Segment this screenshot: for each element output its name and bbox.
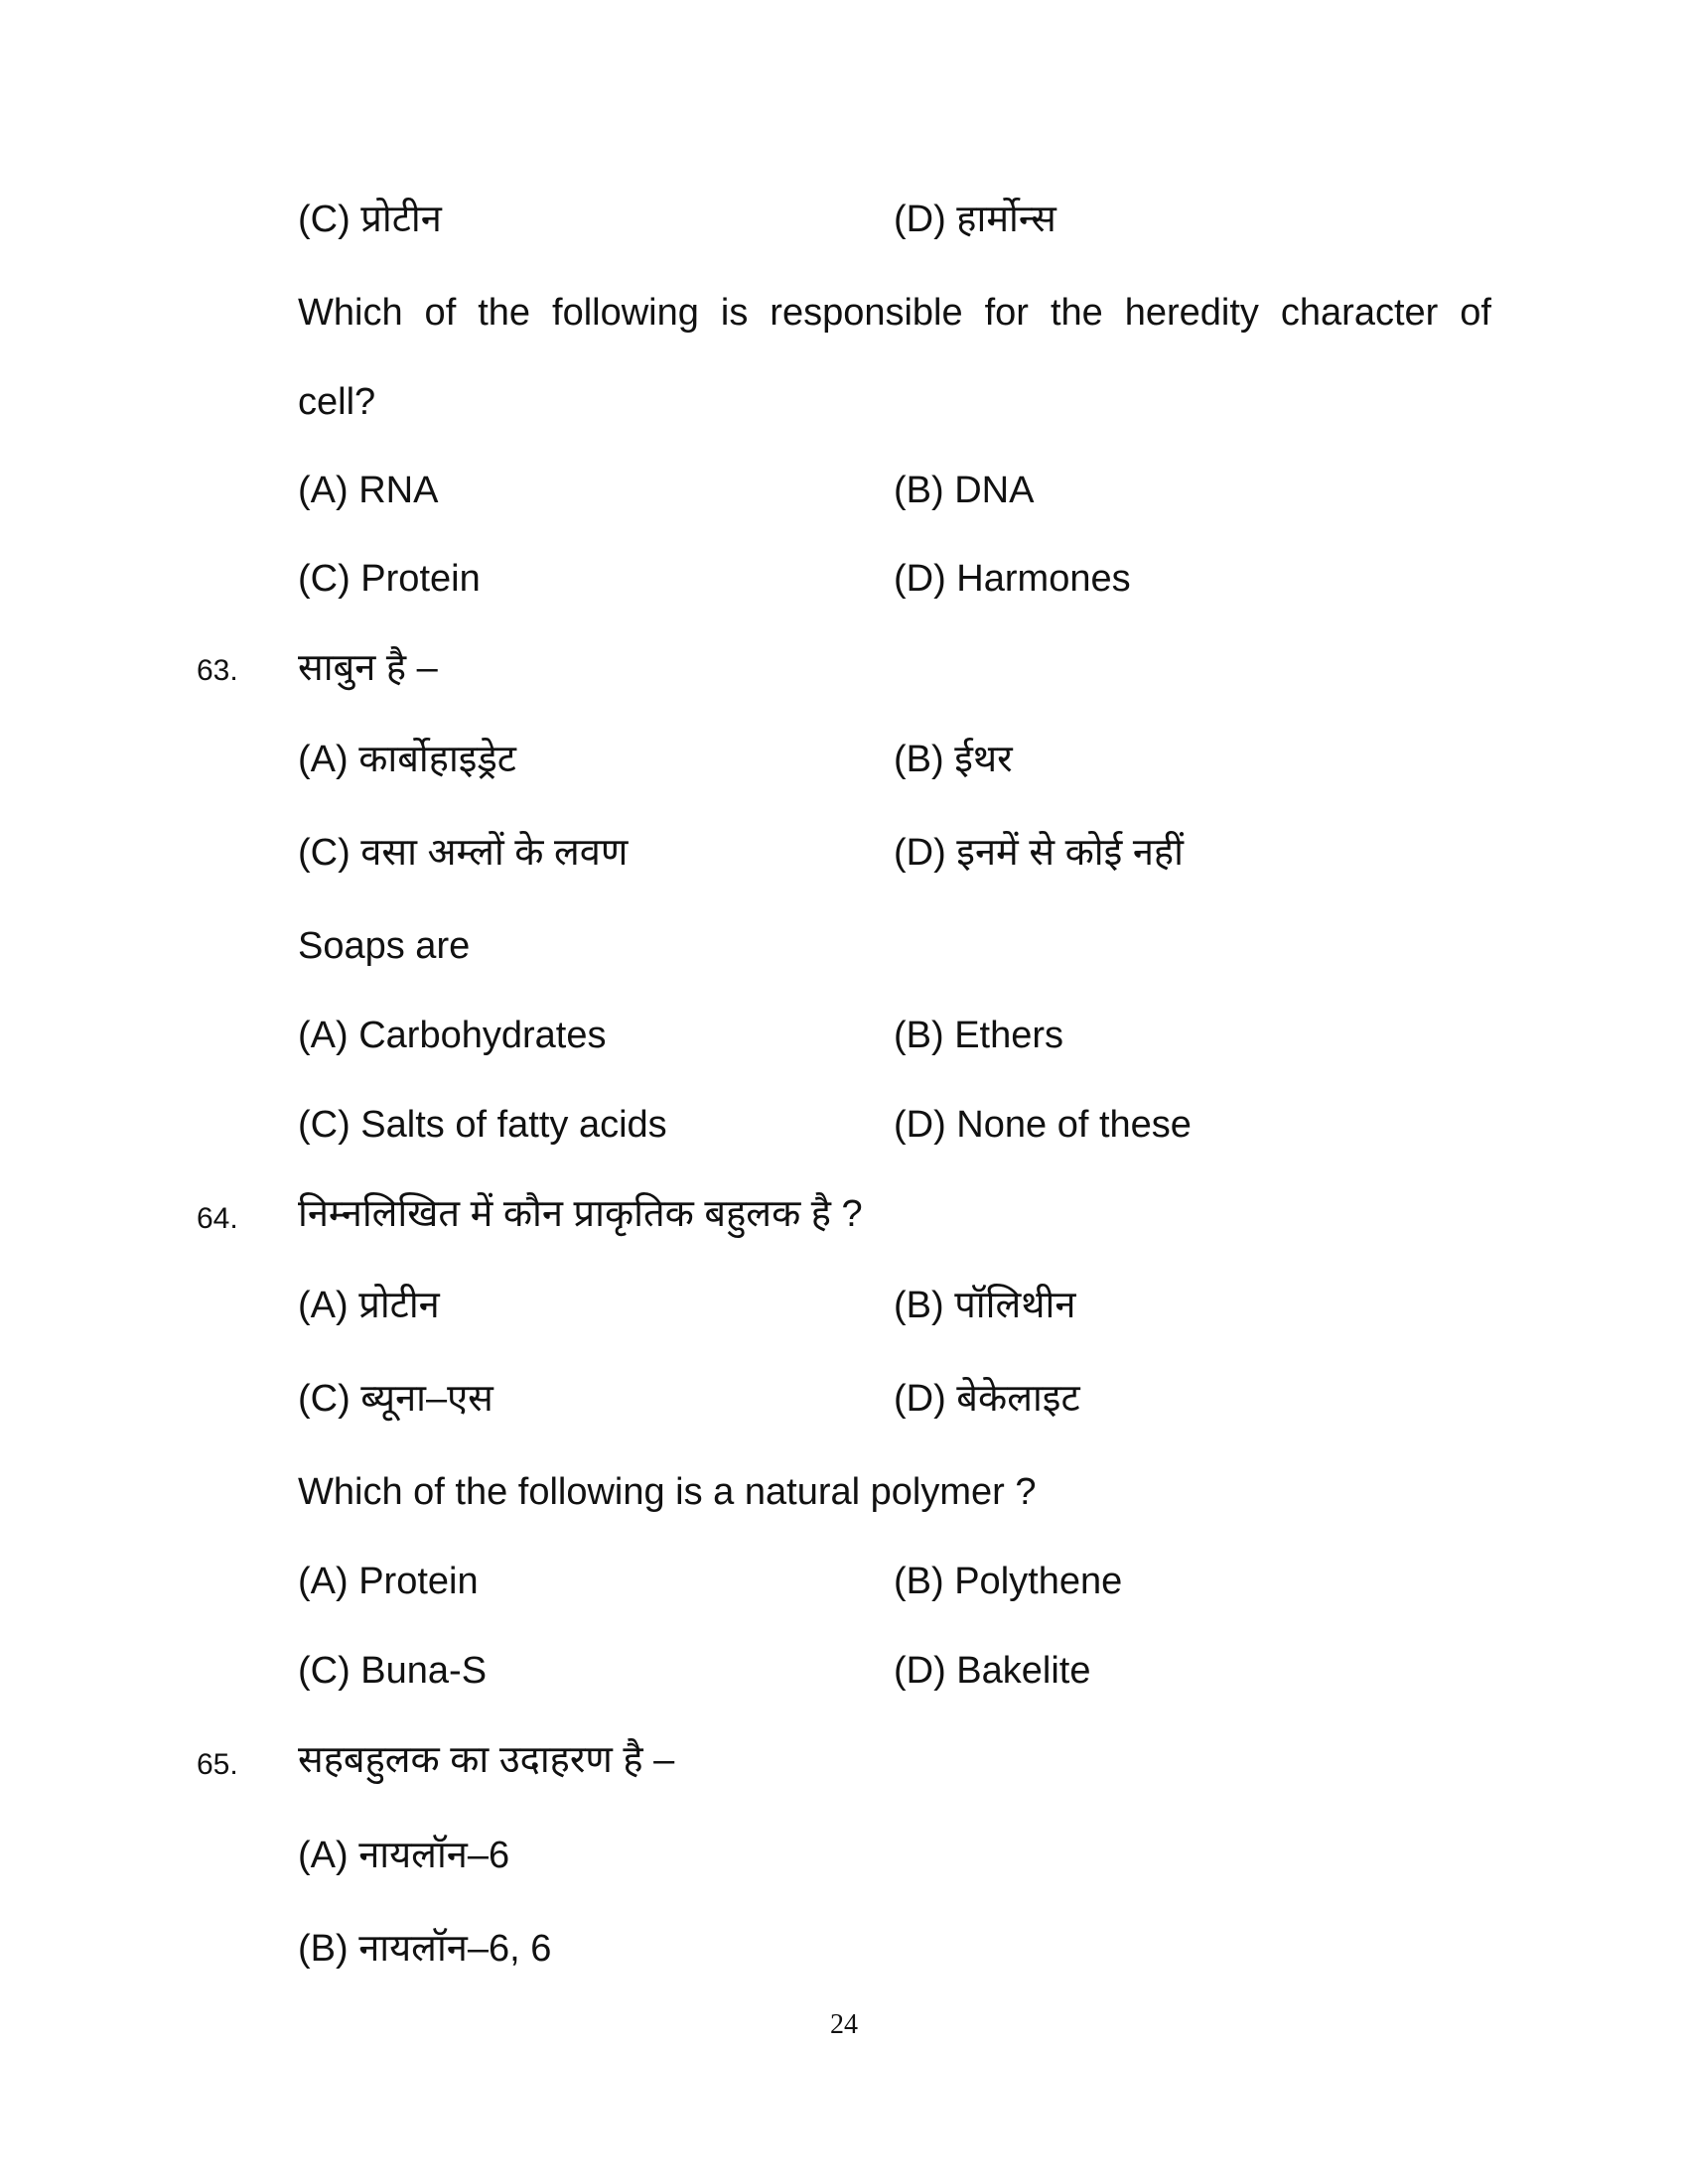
q64-en-option-d: (D) Bakelite	[894, 1650, 1091, 1692]
q63-en-option-a: (A) Carbohydrates	[298, 1015, 607, 1056]
q62-hi-option-c: (C) प्रोटीन	[298, 199, 442, 240]
q62-en-question-line1: Which of the following is responsible for the heredity character of	[298, 292, 1491, 334]
q64-hi-option-a: (A) प्रोटीन	[298, 1285, 440, 1326]
q64-hi-option-c: (C) ब्यूना–एस	[298, 1378, 493, 1420]
q64-hi-question: निम्नलिखित में कौन प्राकृतिक बहुलक है ?	[298, 1193, 863, 1235]
q63-hi-option-c: (C) वसा अम्लों के लवण	[298, 832, 629, 874]
q63-en-option-c: (C) Salts of fatty acids	[298, 1104, 667, 1146]
q64-number: 64.	[197, 1202, 238, 1235]
q62-hi-option-d: (D) हार्मोन्स	[894, 199, 1056, 240]
q64-hi-option-b: (B) पॉलिथीन	[894, 1285, 1076, 1326]
page-number: 24	[830, 2009, 858, 2040]
q63-en-option-b: (B) Ethers	[894, 1015, 1064, 1056]
q64-en-option-b: (B) Polythene	[894, 1561, 1123, 1602]
q64-en-question: Which of the following is a natural polymer ?	[298, 1471, 1037, 1513]
q62-en-option-a: (A) RNA	[298, 470, 439, 511]
q65-number: 65.	[197, 1748, 238, 1781]
q64-hi-option-d: (D) बेकेलाइट	[894, 1378, 1080, 1420]
q63-hi-question: साबुन है –	[298, 647, 438, 689]
q63-hi-option-d: (D) इनमें से कोई नहीं	[894, 832, 1184, 874]
q63-hi-option-a: (A) कार्बोहाइड्रेट	[298, 739, 516, 780]
q62-en-question-line2: cell?	[298, 381, 376, 423]
q62-en-option-b: (B) DNA	[894, 470, 1035, 511]
q63-en-option-d: (D) None of these	[894, 1104, 1192, 1146]
q63-hi-option-b: (B) ईथर	[894, 739, 1013, 780]
q64-en-option-a: (A) Protein	[298, 1561, 479, 1602]
q62-en-option-d: (D) Harmones	[894, 558, 1131, 600]
q65-hi-question: सहबहुलक का उदाहरण है –	[298, 1739, 675, 1781]
q65-hi-option-b: (B) नायलॉन–6, 6	[298, 1928, 552, 1970]
q62-en-option-c: (C) Protein	[298, 558, 481, 600]
q63-en-question: Soaps are	[298, 925, 471, 967]
q64-en-option-c: (C) Buna-S	[298, 1650, 488, 1692]
q65-hi-option-a: (A) नायलॉन–6	[298, 1835, 510, 1876]
q63-number: 63.	[197, 654, 238, 687]
